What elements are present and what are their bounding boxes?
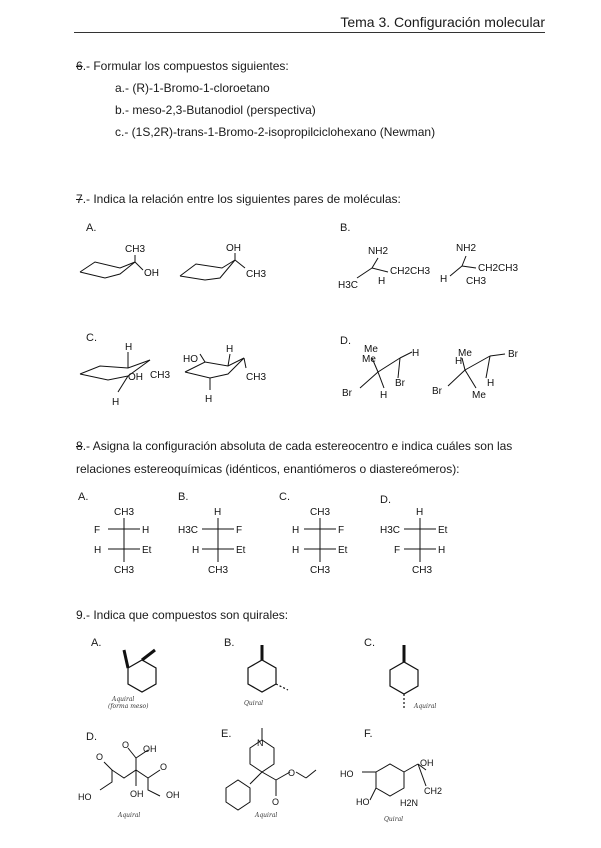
q9-f-ho-2: HO xyxy=(356,797,370,807)
q7-d1-br-1: Br xyxy=(395,378,405,389)
question-6-item-c: c.- (1S,2R)-trans-1-Bromo-2-isopropilciclohexano (Newman) xyxy=(115,125,436,139)
q7-b2-ch2ch3: CH2CH3 xyxy=(478,263,519,274)
q9-d-oh-3: OH xyxy=(166,790,180,800)
question-6-item-b: b.- meso-2,3-Butanodiol (perspectiva) xyxy=(115,103,316,117)
q9-f-oh: OH xyxy=(420,758,434,768)
q7-c1-oh: OH xyxy=(128,372,143,383)
q8-d-top: H xyxy=(416,507,424,518)
q7-b2-nh2: NH2 xyxy=(456,243,477,254)
q9-label-a: A. xyxy=(91,637,102,649)
q9-label-b: B. xyxy=(224,637,235,649)
q9-label-f: F. xyxy=(364,728,373,740)
question-8-line-2: relaciones estereoquímicas (idénticos, enantiómeros o diastereómeros): xyxy=(76,462,460,476)
q9-e-n: N xyxy=(257,738,264,748)
q8-d-r1-right: Et xyxy=(438,525,448,536)
q7-c2-h-top: H xyxy=(226,344,234,355)
q9-label-d: D. xyxy=(86,731,97,743)
q8-c-top: CH3 xyxy=(310,507,331,518)
q8-a-r1-left: F xyxy=(94,525,101,536)
question-6-text: .- Formular los compuestos siguientes: xyxy=(82,59,289,73)
q9-label-c: C. xyxy=(364,637,375,649)
q8-label-d: D. xyxy=(380,494,391,506)
q7-d2-me-2: Me xyxy=(472,390,486,401)
q8-b-top: H xyxy=(214,507,222,518)
q7-b1-ch2ch3: CH2CH3 xyxy=(390,266,431,277)
q7-c2-ho: HO xyxy=(183,354,198,365)
q7-b2-h: H xyxy=(440,274,448,285)
q8-b-r1-right: F xyxy=(236,525,243,536)
q9-b-ring xyxy=(248,645,288,692)
q7-a2-oh: OH xyxy=(226,243,241,254)
q7-b2-ch3: CH3 xyxy=(466,276,487,287)
q7-d1-me-1: Me xyxy=(364,344,378,355)
question-6-item-a: a.- (R)-1-Bromo-1-cloroetano xyxy=(115,81,270,95)
q8-c-r2-right: Et xyxy=(338,545,348,556)
q9-f-skeleton xyxy=(362,764,426,800)
q8-a-r1-right: H xyxy=(142,525,150,536)
q8-d-r2-right: H xyxy=(438,545,446,556)
q7-d1-me-2: Me xyxy=(362,354,376,365)
q8-c-r1-left: H xyxy=(292,525,300,536)
q7-a1-oh: OH xyxy=(144,268,159,279)
q7-label-c: C. xyxy=(86,332,97,344)
q8-label-b: B. xyxy=(178,491,189,503)
q9-f-ho-1: HO xyxy=(340,769,354,779)
q8-c-r1-right: F xyxy=(338,525,345,536)
q7-d2-h-2: H xyxy=(487,378,495,389)
question-8-number: 8 xyxy=(76,439,83,453)
q9-b-note: Quiral xyxy=(244,700,264,707)
q9-d-o-3: O xyxy=(160,762,168,772)
question-9-text: 9.- Indica que compuestos son quirales: xyxy=(76,608,289,622)
q7-d2-me: Me xyxy=(458,348,472,359)
q9-f-ch2: CH2 xyxy=(424,786,443,796)
q7-label-b: B. xyxy=(340,222,351,234)
q7-b1-nh2: NH2 xyxy=(368,246,389,257)
q8-b-r2-left: H xyxy=(192,545,200,556)
q9-c-note: Aquiral xyxy=(414,703,437,710)
q7-d1-h-2: H xyxy=(380,390,388,401)
q8-a-top: CH3 xyxy=(114,507,135,518)
q9-d-note: Aquiral xyxy=(118,812,141,819)
q7-label-d: D. xyxy=(340,335,351,347)
q7-d2-br-2: Br xyxy=(432,386,442,397)
q8-d-bottom: CH3 xyxy=(412,565,433,576)
q9-e-note: Aquiral xyxy=(255,812,278,819)
q9-d-oh-2: OH xyxy=(130,789,144,799)
q8-d-r1-left: H3C xyxy=(380,525,401,536)
page-header-title: Tema 3. Configuración molecular xyxy=(340,14,545,30)
question-6-number: 6 xyxy=(76,59,83,73)
q8-label-a: A. xyxy=(78,491,89,503)
q9-a-ring xyxy=(124,650,156,692)
q8-d-r2-left: F xyxy=(394,545,401,556)
q7-label-a: A. xyxy=(86,222,97,234)
q9-f-h2n: H2N xyxy=(400,798,419,808)
q8-b-r2-right: Et xyxy=(236,545,246,556)
q7-c1-h-bottom: H xyxy=(112,397,120,408)
q7-b1-h3c: H3C xyxy=(338,280,359,291)
q9-c-ring xyxy=(390,645,418,708)
q9-d-ho: HO xyxy=(78,792,92,802)
q8-b-bottom: CH3 xyxy=(208,565,229,576)
q7-c1-ch3: CH3 xyxy=(150,370,171,381)
q7-d2-h: H xyxy=(455,356,463,367)
q8-label-c: C. xyxy=(279,491,290,503)
question-7-text: .- Indica la relación entre los siguientes pares de moléculas: xyxy=(82,192,401,206)
q8-c-r2-left: H xyxy=(292,545,300,556)
q8-a-r2-left: H xyxy=(94,545,102,556)
q9-a-note-1: Aquiral xyxy=(112,696,135,703)
q9-e-o-ester: O xyxy=(288,768,296,778)
q9-e-skeleton xyxy=(226,728,316,810)
q9-e-o-carbonyl: O xyxy=(272,797,280,807)
q7-d1-br-2: Br xyxy=(342,388,352,399)
q7-d1-h: H xyxy=(412,348,420,359)
q9-label-e: E. xyxy=(221,728,232,740)
q7-c2-ch3: CH3 xyxy=(246,372,267,383)
q8-c-bottom: CH3 xyxy=(310,565,331,576)
q9-f-note: Quiral xyxy=(384,816,404,823)
q7-a1-ch3: CH3 xyxy=(125,244,146,255)
q7-c2-h-bottom: H xyxy=(205,394,213,405)
q7-b1-h: H xyxy=(378,276,386,287)
question-7-number: 7 xyxy=(76,192,83,206)
q8-a-bottom: CH3 xyxy=(114,565,135,576)
q9-d-o-2: O xyxy=(122,740,130,750)
q9-d-o-1: O xyxy=(96,752,104,762)
q7-a2-ch3: CH3 xyxy=(246,269,267,280)
q7-c1-h-top: H xyxy=(125,342,133,353)
q7-d2-br-1: Br xyxy=(508,349,518,360)
q8-a-r2-right: Et xyxy=(142,545,152,556)
q9-a-note-2: (forma meso) xyxy=(108,703,149,710)
q9-d-oh-1: OH xyxy=(143,744,157,754)
question-8-text-1: .- Asigna la configuración absoluta de cada estereocentro e indica cuáles son las xyxy=(82,439,513,453)
q8-b-r1-left: H3C xyxy=(178,525,199,536)
